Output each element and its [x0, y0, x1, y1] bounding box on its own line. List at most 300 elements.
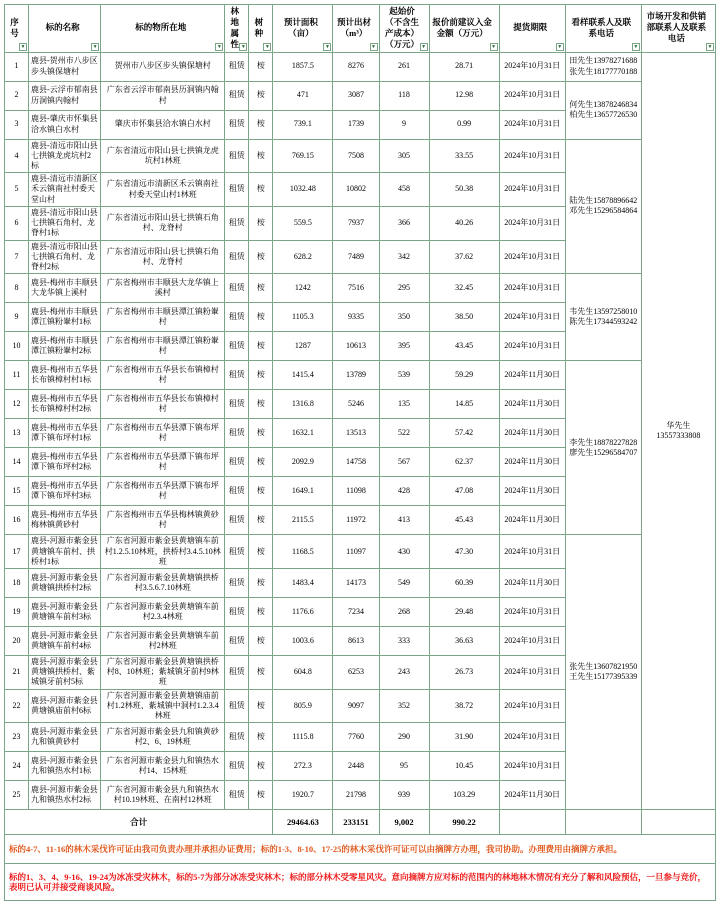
- row-number-cell: 15: [5, 477, 29, 506]
- deadline-cell: 2024年10月31日: [499, 52, 565, 81]
- deadline-cell: 2024年10月31日: [499, 598, 565, 627]
- row-number-cell: 4: [5, 139, 29, 173]
- deposit-cell: 60.39: [429, 569, 499, 598]
- price-cell: 95: [379, 752, 429, 781]
- row-number-cell: 10: [5, 332, 29, 361]
- tenure-cell: 租赁: [225, 535, 249, 569]
- deposit-cell: 38.72: [429, 689, 499, 723]
- header-deposit: [429, 5, 499, 53]
- location-cell: 广东省梅州市五华县潭下镇布坪村: [101, 448, 225, 477]
- contact-line: 王先生15177395339: [569, 672, 638, 682]
- tenure-cell: 租赁: [225, 303, 249, 332]
- species-cell: 桉: [249, 139, 273, 173]
- filter-dropdown-icon[interactable]: ▼: [240, 44, 246, 50]
- area-cell: 604.8: [273, 656, 333, 690]
- deposit-cell: 33.55: [429, 139, 499, 173]
- area-cell: 1176.6: [273, 598, 333, 627]
- row-number-cell: 3: [5, 110, 29, 139]
- location-cell: 广东省梅州市五华县潭下镇布坪村: [101, 419, 225, 448]
- deadline-cell: 2024年11月30日: [499, 506, 565, 535]
- price-cell: 458: [379, 173, 429, 207]
- lot-name-cell: 鹿县-河源市紫金县黄塘镇庙前村6标: [29, 689, 101, 723]
- row-number-cell: 14: [5, 448, 29, 477]
- deadline-cell: 2024年11月30日: [499, 448, 565, 477]
- lot-name-cell: 鹿县-梅州市五华县梅林镇黄砂村: [29, 506, 101, 535]
- deadline-cell: 2024年10月31日: [499, 206, 565, 240]
- deposit-cell: 10.45: [429, 752, 499, 781]
- volume-cell: 14173: [333, 569, 379, 598]
- price-cell: 342: [379, 240, 429, 274]
- lot-name-cell: 鹿县-河源市紫金县九和镇黄砂村: [29, 723, 101, 752]
- filter-dropdown-icon[interactable]: ▼: [216, 44, 222, 50]
- total-volume-cell: 233151: [333, 810, 379, 835]
- table-row: [5, 52, 716, 81]
- total-price-cell: 9,002: [379, 810, 429, 835]
- area-cell: 769.15: [273, 139, 333, 173]
- volume-cell: 2448: [333, 752, 379, 781]
- volume-cell: 5246: [333, 390, 379, 419]
- tenure-cell: 租赁: [225, 569, 249, 598]
- tenure-cell: 租赁: [225, 656, 249, 690]
- location-cell: 广东省河源市紫金县九和镇热水村14、15林班: [101, 752, 225, 781]
- tenure-cell: 租赁: [225, 506, 249, 535]
- deposit-cell: 31.90: [429, 723, 499, 752]
- header-label: 报价前建议入金金额（万元）: [432, 16, 492, 38]
- area-cell: 1287: [273, 332, 333, 361]
- area-cell: 628.2: [273, 240, 333, 274]
- lot-name-cell: 鹿县-清远市清新区禾云镇南社村委天堂山村: [29, 173, 101, 207]
- contact-line: 张先生13607821950: [569, 662, 638, 672]
- lot-name-cell: 鹿县-梅州市丰顺县潭江镇粉輋村1标: [29, 303, 101, 332]
- deadline-cell: 2024年11月30日: [499, 477, 565, 506]
- empty-cell: [565, 810, 641, 835]
- area-cell: 1168.5: [273, 535, 333, 569]
- viewing-contact-cell: [565, 361, 641, 535]
- location-cell: 广东省梅州市丰顺县潭江镇粉輋村: [101, 303, 225, 332]
- price-cell: 366: [379, 206, 429, 240]
- deadline-cell: 2024年11月30日: [499, 569, 565, 598]
- filter-dropdown-icon[interactable]: ▼: [324, 44, 330, 50]
- lot-name-cell: 鹿县-梅州市五华县潭下镇布坪村2标: [29, 448, 101, 477]
- price-cell: 352: [379, 689, 429, 723]
- volume-cell: 7508: [333, 139, 379, 173]
- tenure-cell: 租赁: [225, 81, 249, 110]
- volume-cell: 9097: [333, 689, 379, 723]
- price-cell: 261: [379, 52, 429, 81]
- area-cell: 1415.4: [273, 361, 333, 390]
- price-cell: 305: [379, 139, 429, 173]
- deposit-cell: 45.43: [429, 506, 499, 535]
- deadline-cell: 2024年10月31日: [499, 752, 565, 781]
- deposit-cell: 26.73: [429, 656, 499, 690]
- location-cell: 广东省梅州市丰顺县潭江镇粉輋村: [101, 332, 225, 361]
- species-cell: 桉: [249, 506, 273, 535]
- tenure-cell: 租赁: [225, 139, 249, 173]
- lot-name-cell: 鹿县-河源市紫金县黄塘镇拱桥村2标: [29, 569, 101, 598]
- area-cell: 1242: [273, 274, 333, 303]
- empty-cell: [641, 810, 715, 835]
- deposit-cell: 12.98: [429, 81, 499, 110]
- filter-dropdown-icon[interactable]: ▼: [421, 44, 427, 50]
- price-cell: 428: [379, 477, 429, 506]
- species-cell: 桉: [249, 173, 273, 207]
- lot-name-cell: 鹿县-清远市阳山县七拱镇石角村、龙脊村2标: [29, 240, 101, 274]
- species-cell: 桉: [249, 240, 273, 274]
- header-viewing-contact: [565, 5, 641, 53]
- volume-cell: 7937: [333, 206, 379, 240]
- contact-line: 13557333808: [656, 430, 701, 440]
- area-cell: 1003.6: [273, 627, 333, 656]
- deposit-cell: 62.37: [429, 448, 499, 477]
- row-number-cell: 25: [5, 781, 29, 810]
- header-location: [101, 5, 225, 53]
- tenure-cell: 租赁: [225, 52, 249, 81]
- species-cell: 桉: [249, 110, 273, 139]
- header-tenure: [225, 5, 249, 53]
- contact-line: 邓先生15296584864: [569, 206, 638, 216]
- area-cell: 1483.4: [273, 569, 333, 598]
- location-cell: 广东省梅州市五华县长布镇樟村村: [101, 390, 225, 419]
- lot-name-cell: 鹿县-清远市阳山县七拱镇石角村、龙脊村1标: [29, 206, 101, 240]
- location-cell: 肇庆市怀集县洽水镇白水村: [101, 110, 225, 139]
- tenure-cell: 租赁: [225, 689, 249, 723]
- row-number-cell: 24: [5, 752, 29, 781]
- location-cell: 广东省河源市紫金县黄塘镇车前村2林班: [101, 627, 225, 656]
- volume-cell: 9335: [333, 303, 379, 332]
- area-cell: 471: [273, 81, 333, 110]
- header-label: 预计面积（亩）: [283, 16, 318, 38]
- deadline-cell: 2024年10月31日: [499, 303, 565, 332]
- tenure-cell: 租赁: [225, 627, 249, 656]
- deadline-cell: 2024年10月31日: [499, 656, 565, 690]
- deposit-cell: 28.71: [429, 52, 499, 81]
- deposit-cell: 47.08: [429, 477, 499, 506]
- tenure-cell: 租赁: [225, 598, 249, 627]
- filter-dropdown-icon[interactable]: ▼: [707, 44, 713, 50]
- price-cell: 350: [379, 303, 429, 332]
- location-cell: 广东省清远市清新区禾云镇南社村委天堂山村1林班: [101, 173, 225, 207]
- price-cell: 118: [379, 81, 429, 110]
- contact-line: 李先生18878227828: [569, 437, 638, 447]
- area-cell: 272.3: [273, 752, 333, 781]
- lot-name-cell: 鹿县-云浮市郁南县历洞镇内翰村: [29, 81, 101, 110]
- contact-line: 韦先生13597258010: [569, 307, 638, 317]
- row-number-cell: 6: [5, 206, 29, 240]
- price-cell: 9: [379, 110, 429, 139]
- deposit-cell: 59.29: [429, 361, 499, 390]
- deposit-cell: 40.26: [429, 206, 499, 240]
- header-label: 起始价（不含生产成本）（万元）: [385, 6, 420, 49]
- contact-line: 柏先生13657726530: [569, 110, 638, 119]
- species-cell: 桉: [249, 448, 273, 477]
- row-number-cell: 16: [5, 506, 29, 535]
- volume-cell: 7516: [333, 274, 379, 303]
- row-number-cell: 23: [5, 723, 29, 752]
- price-cell: 295: [379, 274, 429, 303]
- area-cell: 1649.1: [273, 477, 333, 506]
- price-cell: 430: [379, 535, 429, 569]
- deposit-cell: 32.45: [429, 274, 499, 303]
- filter-dropdown-icon[interactable]: ▼: [92, 44, 98, 50]
- header-row: [5, 5, 716, 53]
- species-cell: 桉: [249, 390, 273, 419]
- table-row: [5, 535, 716, 569]
- tenure-cell: 租赁: [225, 723, 249, 752]
- volume-cell: 7234: [333, 598, 379, 627]
- header-label: 预计出材（m³）: [336, 16, 371, 38]
- deadline-cell: 2024年10月31日: [499, 110, 565, 139]
- species-cell: 桉: [249, 81, 273, 110]
- location-cell: 广东省梅州市五华县梅林镇黄砂村: [101, 506, 225, 535]
- tenure-cell: 租赁: [225, 206, 249, 240]
- total-row: [5, 810, 716, 835]
- market-contact-cell: [641, 52, 715, 810]
- table-row: [5, 81, 716, 110]
- price-cell: 939: [379, 781, 429, 810]
- volume-cell: 10613: [333, 332, 379, 361]
- volume-cell: 6253: [333, 656, 379, 690]
- deadline-cell: 2024年11月30日: [499, 781, 565, 810]
- species-cell: 桉: [249, 52, 273, 81]
- filter-dropdown-icon[interactable]: ▼: [264, 44, 270, 50]
- deadline-cell: 2024年10月31日: [499, 535, 565, 569]
- total-deposit-cell: 990.22: [429, 810, 499, 835]
- volume-cell: 8613: [333, 627, 379, 656]
- filter-dropdown-icon[interactable]: ▼: [371, 44, 376, 50]
- lot-name-cell: 鹿县-河源市紫金县黄塘镇拱桥村、紫城镇牙前村5标: [29, 656, 101, 690]
- contact-line: 廖先生15296584707: [569, 447, 638, 457]
- area-cell: 805.9: [273, 689, 333, 723]
- deadline-cell: 2024年11月30日: [499, 390, 565, 419]
- location-cell: 贺州市八步区步头镇保塘村: [101, 52, 225, 81]
- price-cell: 539: [379, 361, 429, 390]
- price-cell: 395: [379, 332, 429, 361]
- row-number-cell: 5: [5, 173, 29, 207]
- deposit-cell: 29.48: [429, 598, 499, 627]
- tenure-cell: 租赁: [225, 274, 249, 303]
- deposit-cell: 14.85: [429, 390, 499, 419]
- deadline-cell: 2024年10月31日: [499, 240, 565, 274]
- area-cell: 1857.5: [273, 52, 333, 81]
- row-number-cell: 19: [5, 598, 29, 627]
- deposit-cell: 57.42: [429, 419, 499, 448]
- tenure-cell: 租赁: [225, 361, 249, 390]
- note-row: [5, 835, 716, 864]
- empty-cell: [499, 810, 565, 835]
- tenure-cell: 租赁: [225, 752, 249, 781]
- header-label: 树种: [254, 16, 264, 38]
- deposit-cell: 38.50: [429, 303, 499, 332]
- tenure-cell: 租赁: [225, 332, 249, 361]
- price-cell: 549: [379, 569, 429, 598]
- contact-line: 张先生18177770188: [569, 66, 638, 76]
- species-cell: 桉: [249, 303, 273, 332]
- header-market-contact: [641, 5, 715, 53]
- tenure-cell: 租赁: [225, 390, 249, 419]
- deposit-cell: 103.29: [429, 781, 499, 810]
- header-label: 看样联系人及联系电话: [571, 16, 632, 38]
- filter-dropdown-icon[interactable]: ▼: [20, 44, 26, 50]
- header-area: [273, 5, 333, 53]
- price-cell: 243: [379, 656, 429, 690]
- volume-cell: 11098: [333, 477, 379, 506]
- area-cell: 1105.3: [273, 303, 333, 332]
- tenure-cell: 租赁: [225, 240, 249, 274]
- location-cell: 广东省河源市紫金县黄塘镇车前村2.3.4林班: [101, 598, 225, 627]
- note-text: 标的4-7、11-16的林木采伐许可证由我司负责办理并承担办证费用；标的1-3、8-10、17-25的林木采伐许可证可以由摘牌方办理，我司协助。办理费用由摘牌方承担。: [5, 835, 716, 864]
- row-number-cell: 20: [5, 627, 29, 656]
- volume-cell: 21798: [333, 781, 379, 810]
- area-cell: 739.1: [273, 110, 333, 139]
- row-number-cell: 13: [5, 419, 29, 448]
- location-cell: 广东省河源市紫金县黄塘镇拱桥村8、10林班；紫城镇牙前村9林班: [101, 656, 225, 690]
- contact-line: 华先生: [666, 420, 691, 430]
- price-cell: 290: [379, 723, 429, 752]
- row-number-cell: 18: [5, 569, 29, 598]
- location-cell: 广东省清远市阳山县七拱镇龙虎坑村1林班: [101, 139, 225, 173]
- volume-cell: 11972: [333, 506, 379, 535]
- location-cell: 广东省梅州市丰顺县大龙华镇上溪村: [101, 274, 225, 303]
- listing-table: [4, 4, 716, 901]
- deposit-cell: 47.30: [429, 535, 499, 569]
- table-row: [5, 139, 716, 173]
- area-cell: 1316.8: [273, 390, 333, 419]
- species-cell: 桉: [249, 477, 273, 506]
- area-cell: 559.5: [273, 206, 333, 240]
- price-cell: 413: [379, 506, 429, 535]
- deadline-cell: 2024年10月31日: [499, 723, 565, 752]
- filter-dropdown-icon[interactable]: ▼: [491, 44, 497, 50]
- species-cell: 桉: [249, 361, 273, 390]
- lot-name-cell: 鹿县-梅州市五华县潭下镇布坪村1标: [29, 419, 101, 448]
- location-cell: 广东省云浮市郁南县历洞镇内翰村: [101, 81, 225, 110]
- deadline-cell: 2024年10月31日: [499, 173, 565, 207]
- species-cell: 桉: [249, 206, 273, 240]
- header-label: 林地属性: [230, 6, 240, 49]
- species-cell: 桉: [249, 332, 273, 361]
- species-cell: 桉: [249, 656, 273, 690]
- tenure-cell: 租赁: [225, 110, 249, 139]
- viewing-contact-cell: [565, 535, 641, 810]
- area-cell: 2092.9: [273, 448, 333, 477]
- volume-cell: 14758: [333, 448, 379, 477]
- header-label: 市场开发和供销部联系人及联系电话: [646, 11, 707, 44]
- contact-line: 田先生13978271688: [569, 56, 638, 66]
- price-cell: 522: [379, 419, 429, 448]
- header-species: [249, 5, 273, 53]
- filter-dropdown-icon[interactable]: ▼: [633, 44, 639, 50]
- deposit-cell: 36.63: [429, 627, 499, 656]
- volume-cell: 13513: [333, 419, 379, 448]
- area-cell: 1032.48: [273, 173, 333, 207]
- row-number-cell: 7: [5, 240, 29, 274]
- viewing-contact-cell: [565, 139, 641, 274]
- lot-name-cell: 鹿县-河源市紫金县黄塘镇车前村3标: [29, 598, 101, 627]
- area-cell: 2115.5: [273, 506, 333, 535]
- lot-name-cell: 鹿县-河源市紫金县九和镇热水村1标: [29, 752, 101, 781]
- contact-line: 陆先生15878896642: [569, 196, 638, 206]
- lot-name-cell: 鹿县-河源市紫金县黄塘镇车前村、拱桥村1标: [29, 535, 101, 569]
- species-cell: 桉: [249, 569, 273, 598]
- row-number-cell: 22: [5, 689, 29, 723]
- volume-cell: 7760: [333, 723, 379, 752]
- price-cell: 268: [379, 598, 429, 627]
- deadline-cell: 2024年10月31日: [499, 332, 565, 361]
- deadline-cell: 2024年10月31日: [499, 274, 565, 303]
- tenure-cell: 租赁: [225, 781, 249, 810]
- lot-name-cell: 鹿县-河源市紫金县黄塘镇车前村4标: [29, 627, 101, 656]
- header-deadline: [499, 5, 565, 53]
- contact-line: 陈先生17344593242: [569, 317, 638, 327]
- row-number-cell: 21: [5, 656, 29, 690]
- volume-cell: 13789: [333, 361, 379, 390]
- location-cell: 广东省清远市阳山县七拱镇石角村、龙脊村: [101, 206, 225, 240]
- tenure-cell: 租赁: [225, 477, 249, 506]
- lot-name-cell: 鹿县-河源市紫金县九和镇热水村2标: [29, 781, 101, 810]
- row-number-cell: 12: [5, 390, 29, 419]
- location-cell: 广东省河源市紫金县九和镇黄砂村2、6、19林班: [101, 723, 225, 752]
- table-row: [5, 274, 716, 303]
- deadline-cell: 2024年11月30日: [499, 419, 565, 448]
- deposit-cell: 37.62: [429, 240, 499, 274]
- deadline-cell: 2024年10月31日: [499, 139, 565, 173]
- species-cell: 桉: [249, 627, 273, 656]
- row-number-cell: 8: [5, 274, 29, 303]
- price-cell: 135: [379, 390, 429, 419]
- row-number-cell: 17: [5, 535, 29, 569]
- location-cell: 广东省梅州市五华县潭下镇布坪村: [101, 477, 225, 506]
- contact-line: 何先生13878246834: [569, 99, 638, 109]
- area-cell: 1115.8: [273, 723, 333, 752]
- tenure-cell: 租赁: [225, 448, 249, 477]
- note-text: 标的1、3、4、9-16、19-24为冰冻受灾林木，标的5-7为部分冰冻受灾林木；标的部分林木受零星风灾。意向摘牌方应对标的范围内的林地林木情况有充分了解和风险预估，一旦参与竞价，表明已认可并接受商谈风险。: [5, 864, 716, 901]
- header-volume: [333, 5, 379, 53]
- location-cell: 广东省河源市紫金县九和镇热水村10.19林班、在南村12林班: [101, 781, 225, 810]
- deposit-cell: 43.45: [429, 332, 499, 361]
- filter-dropdown-icon[interactable]: ▼: [557, 44, 563, 50]
- header-label: 序号: [10, 16, 19, 38]
- row-number-cell: 9: [5, 303, 29, 332]
- viewing-contact-cell: [565, 52, 641, 81]
- total-area-cell: 29464.63: [273, 810, 333, 835]
- area-cell: 1920.7: [273, 781, 333, 810]
- lot-name-cell: 鹿县-梅州市五华县长布镇樟村村2标: [29, 390, 101, 419]
- lot-name-cell: 鹿县-梅州市丰顺县潭江镇粉輋村2标: [29, 332, 101, 361]
- lot-name-cell: 鹿县-梅州市五华县长布镇樟村村1标: [29, 361, 101, 390]
- lot-name-cell: 鹿县-梅州市五华县潭下镇布坪村3标: [29, 477, 101, 506]
- price-cell: 567: [379, 448, 429, 477]
- lot-name-cell: 鹿县-清远市阳山县七拱镇龙虎坑村2标: [29, 139, 101, 173]
- row-number-cell: 1: [5, 52, 29, 81]
- tenure-cell: 租赁: [225, 419, 249, 448]
- header-serial: [5, 5, 29, 53]
- volume-cell: 1739: [333, 110, 379, 139]
- volume-cell: 3087: [333, 81, 379, 110]
- species-cell: 桉: [249, 598, 273, 627]
- volume-cell: 8276: [333, 52, 379, 81]
- header-price: [379, 5, 429, 53]
- species-cell: 桉: [249, 274, 273, 303]
- lot-name-cell: 鹿县-肇庆市怀集县洽水镇白水村: [29, 110, 101, 139]
- location-cell: 广东省河源市紫金县黄塘镇车前村1.2.5.10林班，拱桥村3.4.5.10林班: [101, 535, 225, 569]
- species-cell: 桉: [249, 723, 273, 752]
- species-cell: 桉: [249, 535, 273, 569]
- species-cell: 桉: [249, 689, 273, 723]
- deadline-cell: 2024年10月31日: [499, 627, 565, 656]
- viewing-contact-cell: [565, 81, 641, 139]
- row-number-cell: 2: [5, 81, 29, 110]
- table-row: [5, 361, 716, 390]
